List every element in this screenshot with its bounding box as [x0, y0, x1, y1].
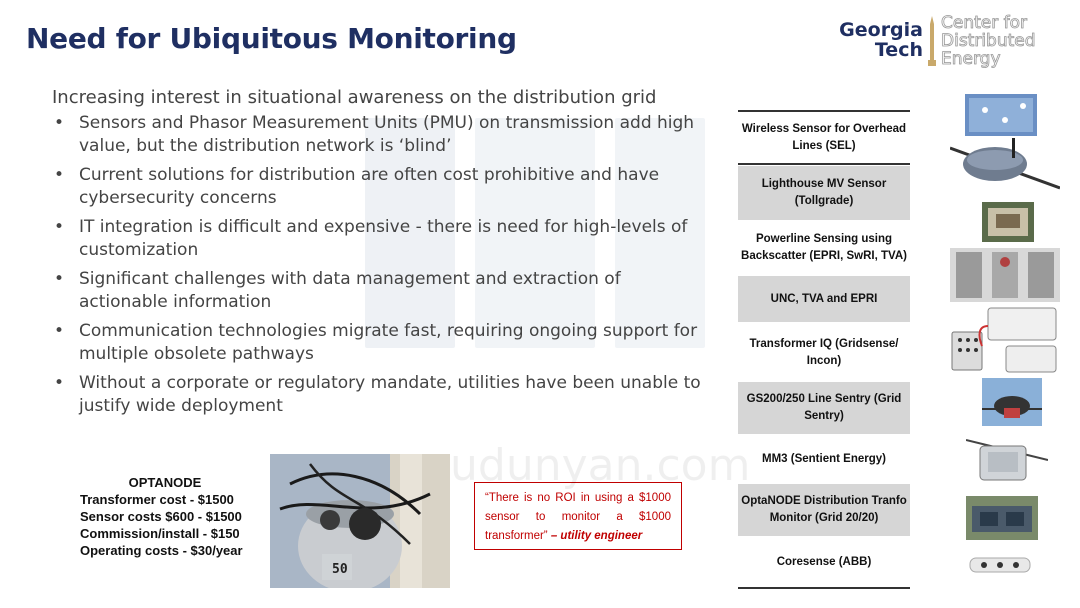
- unc-tva-epri-sensor-image: [950, 248, 1060, 302]
- divider: [738, 163, 910, 165]
- sensor-row: Coresense (ABB): [776, 555, 872, 568]
- list-item: • IT integration is difficult and expensive - there is need for high-levels of customization: [54, 217, 688, 260]
- sensor-row: Powerline Sensing using Backscatter (EPRI, SwRI, TVA): [741, 233, 907, 262]
- sensor-row: MM3 (Sentient Energy): [762, 452, 886, 465]
- sensor-row: Wireless Sensor for Overhead Lines (SEL): [741, 123, 907, 152]
- georgia-tech-cde-logo: [828, 14, 1078, 70]
- list-item: • Communication technologies migrate fast, requiring ongoing support for multiple obsolete pathways: [54, 321, 698, 364]
- watermark-text: udunyan.com: [450, 440, 751, 491]
- quote-box: [474, 482, 682, 550]
- divider: [738, 587, 910, 589]
- bullet-icon: •: [54, 321, 65, 341]
- list-item: • Significant challenges with data management and extraction of actionable information: [54, 269, 621, 312]
- intro-text: Increasing interest in situational awareness on the distribution grid: [52, 87, 657, 108]
- bullet-list: [52, 112, 702, 418]
- sel-sensor-image: [965, 94, 1037, 136]
- sensor-row: UNC, TVA and EPRI: [738, 276, 910, 322]
- quote-text: “There is no ROI in using a $1000 sensor to monitor a $1000 transformer”: [485, 492, 671, 542]
- quote-source: – utility engineer: [550, 530, 643, 542]
- divider: [738, 110, 910, 112]
- optanode-line: Sensor costs $600 - $1500: [80, 509, 242, 524]
- list-item: • Without a corporate or regulatory mandate, utilities have been unable to justify wide deployment: [54, 373, 701, 416]
- tech-tower-icon: [927, 16, 937, 66]
- georgia-tech-wordmark: Georgia Tech: [839, 19, 923, 61]
- lighthouse-sensor-image: [950, 138, 1060, 194]
- optanode-line: Operating costs - $30/year: [80, 543, 243, 558]
- sensor-row: Transformer IQ (Gridsense/ Incon): [749, 338, 899, 367]
- pole-transformer-photo: [270, 454, 450, 588]
- bullet-icon: •: [54, 165, 65, 185]
- coresense-image: [966, 548, 1034, 582]
- main-content: [52, 86, 702, 424]
- optanode-monitor-image: [966, 496, 1038, 540]
- center-for-distributed-energy-wordmark: Center for Distributed Energy: [941, 13, 1036, 69]
- optanode-cost-summary: [70, 474, 260, 559]
- bullet-icon: •: [54, 269, 65, 289]
- sensor-row: GS200/250 Line Sentry (Grid Sentry): [738, 382, 910, 434]
- list-item: • Sensors and Phasor Measurement Units (PMU) on transmission add high value, but the distribution network is ‘blind’: [54, 113, 695, 156]
- optanode-line: Transformer cost - $1500: [80, 492, 234, 507]
- optanode-line: Commission/install - $150: [80, 526, 240, 541]
- sensor-list: [738, 110, 910, 590]
- sensor-row: Lighthouse MV Sensor (Tollgrade): [738, 166, 910, 220]
- transformer-number-label: 50: [332, 562, 348, 577]
- backscatter-sensor-image: [982, 202, 1034, 242]
- line-sentry-image: [982, 378, 1042, 426]
- sensor-row: OptaNODE Distribution Tranfo Monitor (Grid 20/20): [738, 484, 910, 536]
- page-title: Need for Ubiquitous Monitoring: [26, 22, 517, 55]
- bullet-icon: •: [54, 217, 65, 237]
- mm3-sensor-image: [966, 434, 1048, 490]
- list-item: • Current solutions for distribution are often cost prohibitive and have cybersecurity concerns: [54, 165, 660, 208]
- bullet-icon: •: [54, 113, 65, 133]
- transformer-iq-image: [948, 306, 1060, 376]
- bullet-icon: •: [54, 373, 65, 393]
- optanode-title: OPTANODE: [128, 475, 202, 490]
